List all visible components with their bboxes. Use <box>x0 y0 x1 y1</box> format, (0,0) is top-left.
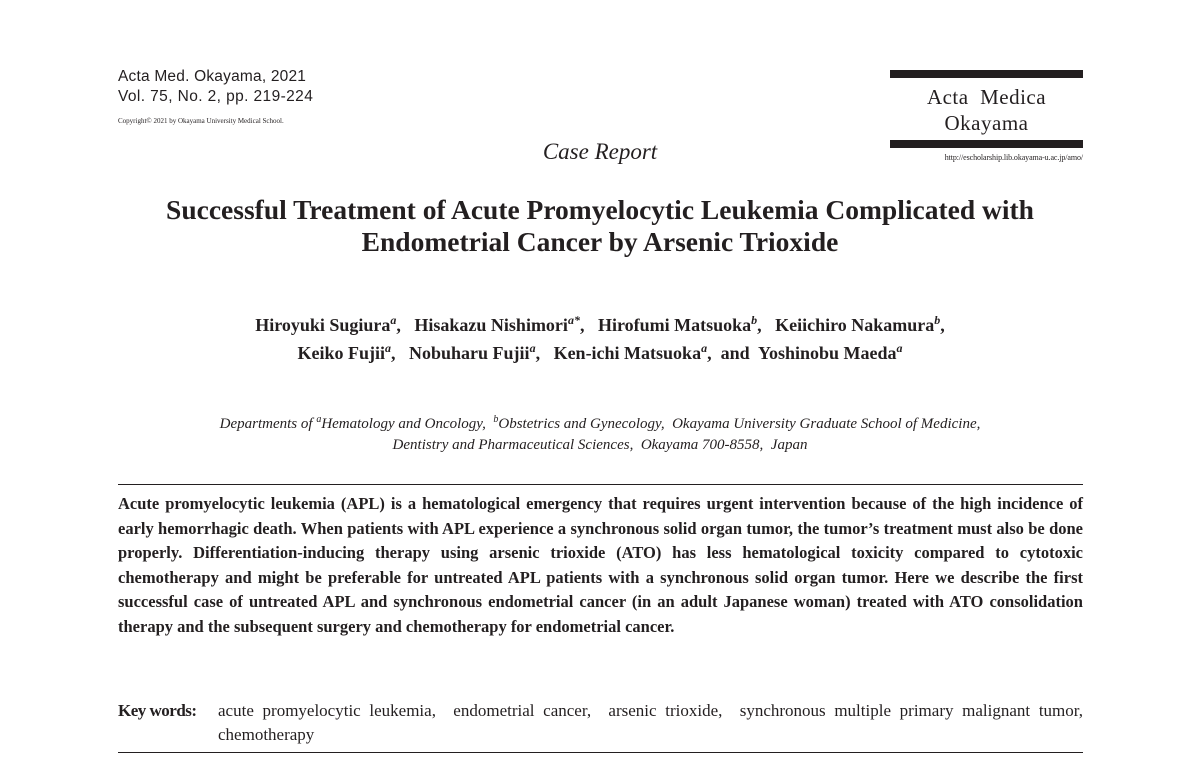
article-title-line1: Successful Treatment of Acute Promyelocytic Leukemia Complicated with <box>166 194 1034 225</box>
author-name: Hisakazu Nishimori <box>414 315 568 335</box>
author-line2 <box>100 339 1100 367</box>
author-affiliation-mark: b <box>934 313 941 327</box>
keywords-label: Key words: <box>118 701 197 720</box>
affiliation-line1 <box>100 414 1100 435</box>
keywords-text: acute promyelocytic leukemia, endometrial cancer, arsenic trioxide, synchronous multiple primary malignant tumor, chemotherapy <box>218 701 1092 744</box>
abstract-bottom-rule <box>118 752 1083 753</box>
journal-citation-line1: Acta Med. Okayama, 2021 <box>118 68 307 85</box>
author <box>758 343 903 363</box>
author <box>554 343 755 363</box>
logo-name-line2: Okayama <box>944 111 1029 135</box>
logo-top-bar <box>890 70 1083 78</box>
author-separator: , <box>396 315 410 335</box>
abstract-top-rule <box>118 484 1083 485</box>
author-name: Ken-ichi Matsuoka <box>553 343 702 363</box>
author-name: Hirofumi Matsuoka <box>597 315 752 335</box>
affiliation-mark-a: a <box>316 414 322 425</box>
copyright-notice: Copyright© 2021 by Okayama University Medical School. <box>118 117 284 125</box>
affiliation-b: Obstetrics and Gynecology, Okayama University Graduate School of Medicine, <box>498 416 981 432</box>
author-line1 <box>100 311 1100 339</box>
keywords <box>118 699 1092 747</box>
affiliation-line2: Dentistry and Pharmaceutical Sciences, Okayama 700-8558, Japan <box>392 437 808 453</box>
author <box>409 343 549 363</box>
author <box>775 315 945 335</box>
author <box>255 315 410 335</box>
article-title-line2: Endometrial Cancer by Arsenic Trioxide <box>361 226 839 257</box>
author-separator: , <box>940 315 945 335</box>
author-list <box>100 311 1100 367</box>
author <box>298 343 405 363</box>
affiliations <box>100 414 1100 456</box>
author-affiliation-mark: b <box>751 313 758 327</box>
article-title <box>100 194 1100 258</box>
journal-citation-line2: Vol. 75, No. 2, pp. 219-224 <box>118 88 314 105</box>
author-affiliation-mark: a <box>529 341 536 355</box>
affiliation-mark-b: b <box>493 414 499 425</box>
author-name: Keiichiro Nakamura <box>775 315 935 335</box>
author <box>598 315 771 335</box>
logo-name <box>890 78 1083 140</box>
author-affiliation-mark: a <box>701 341 708 355</box>
logo-name-line1: Acta Medica <box>926 85 1047 109</box>
author-affiliation-mark: a* <box>567 313 580 327</box>
author-name: Keiko Fujii <box>297 343 386 363</box>
author <box>414 315 593 335</box>
author-affiliation-mark: a <box>896 341 903 355</box>
author-separator: , <box>535 343 550 363</box>
author-separator: , <box>391 343 405 363</box>
affiliation-prefix: Departments of <box>219 416 317 432</box>
author-name: Hiroyuki Sugiura <box>255 315 391 335</box>
journal-url[interactable]: http://escholarship.lib.okayama-u.ac.jp/amo/ <box>944 153 1083 162</box>
article-type: Case Report <box>542 139 658 164</box>
author-name: Yoshinobu Maeda <box>757 343 897 363</box>
author-name: Nobuharu Fujii <box>409 343 530 363</box>
author-affiliation-mark: a <box>385 341 392 355</box>
affiliation-a: Hematology and Oncology, <box>321 416 494 432</box>
author-separator: , <box>757 315 771 335</box>
author-affiliation-mark: a <box>390 313 397 327</box>
abstract: Acute promyelocytic leukemia (APL) is a hematological emergency that requires urgent intervention because of the high incidence of early hemorrhagic death. When patients with APL experience a synchronous solid organ tumor, the tumor’s treatment must also be done properly. Differentiation-inducing therapy using arsenic trioxide (ATO) has less hematological toxicity compared to cytotoxic chemotherapy and might be preferable for untreated APL patients with a synchronous solid organ tumor. Here we describe the first successful case of untreated APL and synchronous endometrial cancer (in an adult Japanese woman) treated with ATO consolidation therapy and the subsequent surgery and chemotherapy for endometrial cancer. <box>118 494 1083 636</box>
author-separator: , <box>579 315 594 335</box>
author-separator: , and <box>707 343 755 363</box>
